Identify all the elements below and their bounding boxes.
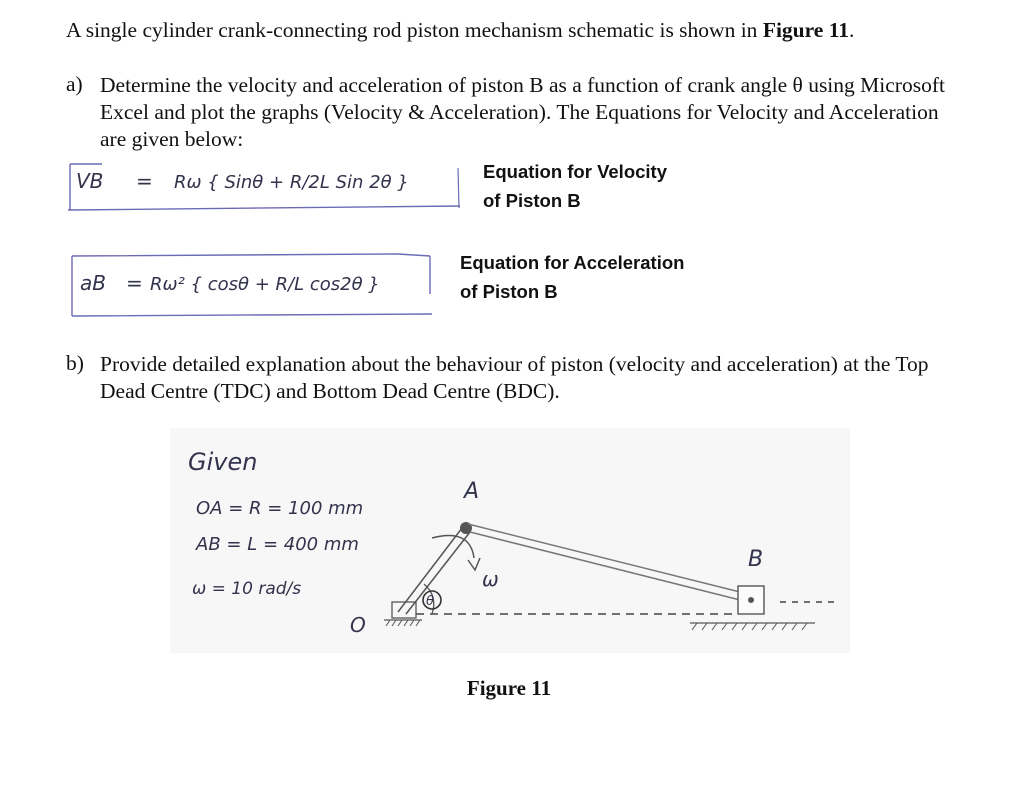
acceleration-label-line1: Equation for Acceleration: [460, 252, 685, 273]
label-a: A: [464, 479, 480, 504]
figure-caption: Figure 11: [466, 676, 552, 700]
acceleration-lhs: aB: [80, 271, 106, 295]
velocity-lhs: VB: [76, 169, 104, 193]
intro-sentence: [66, 18, 854, 43]
velocity-equation-label: [483, 157, 667, 215]
mechanism-figure: [170, 428, 850, 653]
velocity-label-line2: of Piston B: [483, 190, 581, 211]
intro-period: .: [849, 18, 855, 42]
acceleration-label-line2: of Piston B: [460, 281, 558, 302]
question-b-text: Provide detailed explanation about the behaviour of piston (velocity and acceleration) at the Top Dead Centre (TDC) and Bottom Dead Centre (BDC).: [100, 352, 929, 403]
acceleration-rhs: Rω² { cosθ + R/L cos2θ }: [150, 274, 380, 295]
question-b-label: b): [66, 351, 84, 375]
given-ab: AB = L = 400 mm: [196, 534, 359, 555]
label-theta: θ: [426, 594, 434, 609]
acceleration-equals: =: [126, 271, 143, 295]
intro-text: A single cylinder crank-connecting rod piston mechanism schematic is shown in: [66, 18, 763, 42]
intro-figure-ref: Figure 11: [762, 18, 850, 42]
question-a-label: a): [66, 72, 83, 96]
label-omega: ω: [482, 567, 499, 591]
piston-pin: [748, 597, 754, 603]
label-b: B: [748, 547, 764, 572]
velocity-rhs: Rω { Sinθ + R/2L Sin 2θ }: [174, 172, 409, 193]
velocity-label-line1: Equation for Velocity: [483, 161, 667, 182]
question-a-text: Determine the velocity and acceleration of piston B as a function of crank angle θ using Microsoft Excel and plot the graphs (Velocity & Acceleration). The Equations for Velocity and Acceleration are given below:: [100, 73, 945, 151]
label-o: O: [350, 613, 366, 637]
acceleration-equation-label: [460, 248, 684, 306]
velocity-equation: [66, 158, 466, 220]
given-omega: ω = 10 rad/s: [192, 579, 302, 599]
acceleration-equation: [68, 248, 438, 320]
velocity-equals: =: [136, 169, 153, 193]
given-title: Given: [188, 448, 258, 476]
given-oa: OA = R = 100 mm: [196, 498, 364, 519]
